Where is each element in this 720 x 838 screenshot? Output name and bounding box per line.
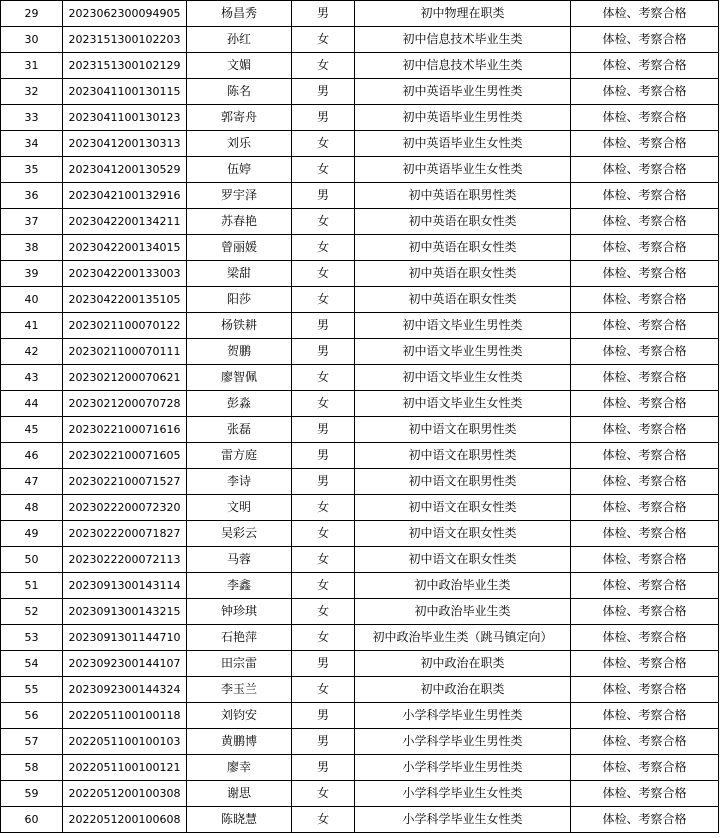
position-category-cell: 初中英语在职女性类 <box>355 235 571 261</box>
position-category-cell: 小学科学毕业生女性类 <box>355 807 571 833</box>
result-cell: 体检、考察合格 <box>571 1 719 27</box>
exam-id-cell: 2023092300144324 <box>63 677 187 703</box>
candidate-name-cell: 苏春艳 <box>187 209 292 235</box>
row-number-cell: 33 <box>1 105 63 131</box>
exam-id-cell: 2023042200133003 <box>63 261 187 287</box>
candidate-name-cell: 钟珍琪 <box>187 599 292 625</box>
row-number-cell: 35 <box>1 157 63 183</box>
candidate-name-cell: 孙红 <box>187 27 292 53</box>
position-category-cell: 初中语文毕业生男性类 <box>355 313 571 339</box>
row-number-cell: 47 <box>1 469 63 495</box>
row-number-cell: 42 <box>1 339 63 365</box>
exam-id-cell: 2023022100071616 <box>63 417 187 443</box>
row-number-cell: 50 <box>1 547 63 573</box>
table-row <box>1 365 719 391</box>
row-number-cell: 53 <box>1 625 63 651</box>
candidate-name-cell: 文明 <box>187 495 292 521</box>
exam-id-cell: 2023062300094905 <box>63 1 187 27</box>
result-cell: 体检、考察合格 <box>571 313 719 339</box>
result-cell: 体检、考察合格 <box>571 183 719 209</box>
exam-id-cell: 2022051100100103 <box>63 729 187 755</box>
gender-cell: 女 <box>292 391 355 417</box>
exam-id-cell: 2023022200072320 <box>63 495 187 521</box>
position-category-cell: 初中语文毕业生女性类 <box>355 365 571 391</box>
position-category-cell: 初中英语毕业生女性类 <box>355 157 571 183</box>
position-category-cell: 初中政治在职类 <box>355 677 571 703</box>
position-category-cell: 初中英语在职女性类 <box>355 261 571 287</box>
position-category-cell: 初中语文在职女性类 <box>355 547 571 573</box>
position-category-cell: 小学科学毕业生男性类 <box>355 703 571 729</box>
table-row <box>1 261 719 287</box>
gender-cell: 女 <box>292 27 355 53</box>
gender-cell: 男 <box>292 443 355 469</box>
exam-id-cell: 2022051100100118 <box>63 703 187 729</box>
candidate-name-cell: 刘乐 <box>187 131 292 157</box>
row-number-cell: 49 <box>1 521 63 547</box>
gender-cell: 男 <box>292 703 355 729</box>
table-row <box>1 183 719 209</box>
candidate-name-cell: 阳莎 <box>187 287 292 313</box>
table-row <box>1 521 719 547</box>
position-category-cell: 初中语文在职女性类 <box>355 495 571 521</box>
candidate-name-cell: 彭淼 <box>187 391 292 417</box>
row-number-cell: 30 <box>1 27 63 53</box>
result-cell: 体检、考察合格 <box>571 261 719 287</box>
exam-id-cell: 2023151300102129 <box>63 53 187 79</box>
row-number-cell: 36 <box>1 183 63 209</box>
candidate-name-cell: 石艳萍 <box>187 625 292 651</box>
exam-id-cell: 2023041200130313 <box>63 131 187 157</box>
row-number-cell: 40 <box>1 287 63 313</box>
position-category-cell: 初中语文在职男性类 <box>355 469 571 495</box>
exam-id-cell: 2023021200070728 <box>63 391 187 417</box>
gender-cell: 女 <box>292 287 355 313</box>
table-row <box>1 807 719 833</box>
gender-cell: 女 <box>292 807 355 833</box>
table-row <box>1 287 719 313</box>
candidate-name-cell: 杨铁耕 <box>187 313 292 339</box>
row-number-cell: 46 <box>1 443 63 469</box>
candidate-name-cell: 廖智佩 <box>187 365 292 391</box>
result-cell: 体检、考察合格 <box>571 235 719 261</box>
result-cell: 体检、考察合格 <box>571 573 719 599</box>
gender-cell: 男 <box>292 79 355 105</box>
exam-id-cell: 2023021100070111 <box>63 339 187 365</box>
candidate-name-cell: 文媚 <box>187 53 292 79</box>
exam-id-cell: 2023021200070621 <box>63 365 187 391</box>
result-cell: 体检、考察合格 <box>571 729 719 755</box>
candidate-name-cell: 梁甜 <box>187 261 292 287</box>
row-number-cell: 55 <box>1 677 63 703</box>
table-row <box>1 53 719 79</box>
result-cell: 体检、考察合格 <box>571 27 719 53</box>
table-row <box>1 781 719 807</box>
table-row <box>1 131 719 157</box>
result-cell: 体检、考察合格 <box>571 209 719 235</box>
candidate-name-cell: 吴彩云 <box>187 521 292 547</box>
row-number-cell: 39 <box>1 261 63 287</box>
table-row <box>1 625 719 651</box>
position-category-cell: 初中英语在职女性类 <box>355 209 571 235</box>
gender-cell: 女 <box>292 261 355 287</box>
table-row <box>1 79 719 105</box>
candidate-name-cell: 郭寄舟 <box>187 105 292 131</box>
exam-id-cell: 2023151300102203 <box>63 27 187 53</box>
candidate-name-cell: 李玉兰 <box>187 677 292 703</box>
gender-cell: 男 <box>292 651 355 677</box>
exam-id-cell: 2023022100071527 <box>63 469 187 495</box>
row-number-cell: 58 <box>1 755 63 781</box>
gender-cell: 女 <box>292 157 355 183</box>
exam-id-cell: 2023022200072113 <box>63 547 187 573</box>
table-row <box>1 495 719 521</box>
candidate-name-cell: 谢思 <box>187 781 292 807</box>
table-row <box>1 417 719 443</box>
row-number-cell: 54 <box>1 651 63 677</box>
row-number-cell: 57 <box>1 729 63 755</box>
candidate-name-cell: 张磊 <box>187 417 292 443</box>
position-category-cell: 初中英语毕业生女性类 <box>355 131 571 157</box>
gender-cell: 男 <box>292 105 355 131</box>
candidate-name-cell: 李诗 <box>187 469 292 495</box>
position-category-cell: 初中信息技术毕业生类 <box>355 53 571 79</box>
candidate-name-cell: 马蓉 <box>187 547 292 573</box>
gender-cell: 女 <box>292 235 355 261</box>
result-cell: 体检、考察合格 <box>571 807 719 833</box>
exam-id-cell: 2023042200134015 <box>63 235 187 261</box>
table-row <box>1 599 719 625</box>
result-cell: 体检、考察合格 <box>571 677 719 703</box>
position-category-cell: 小学科学毕业生男性类 <box>355 729 571 755</box>
position-category-cell: 初中语文在职女性类 <box>355 521 571 547</box>
gender-cell: 女 <box>292 781 355 807</box>
result-cell: 体检、考察合格 <box>571 131 719 157</box>
gender-cell: 男 <box>292 1 355 27</box>
position-category-cell: 初中语文毕业生男性类 <box>355 339 571 365</box>
table-row <box>1 573 719 599</box>
candidate-name-cell: 刘钧安 <box>187 703 292 729</box>
row-number-cell: 29 <box>1 1 63 27</box>
candidate-name-cell: 陈晓慧 <box>187 807 292 833</box>
gender-cell: 女 <box>292 53 355 79</box>
gender-cell: 女 <box>292 131 355 157</box>
gender-cell: 男 <box>292 183 355 209</box>
result-cell: 体检、考察合格 <box>571 391 719 417</box>
gender-cell: 女 <box>292 521 355 547</box>
row-number-cell: 60 <box>1 807 63 833</box>
position-category-cell: 初中英语毕业生男性类 <box>355 105 571 131</box>
table-row <box>1 651 719 677</box>
gender-cell: 女 <box>292 495 355 521</box>
row-number-cell: 45 <box>1 417 63 443</box>
exam-id-cell: 2022051200100308 <box>63 781 187 807</box>
gender-cell: 女 <box>292 209 355 235</box>
candidate-name-cell: 李鑫 <box>187 573 292 599</box>
table-row <box>1 547 719 573</box>
gender-cell: 女 <box>292 573 355 599</box>
table-row <box>1 391 719 417</box>
row-number-cell: 52 <box>1 599 63 625</box>
position-category-cell: 初中语文毕业生女性类 <box>355 391 571 417</box>
candidate-name-cell: 杨昌秀 <box>187 1 292 27</box>
candidate-name-cell: 廖幸 <box>187 755 292 781</box>
candidate-name-cell: 贺鹏 <box>187 339 292 365</box>
row-number-cell: 43 <box>1 365 63 391</box>
position-category-cell: 初中英语毕业生男性类 <box>355 79 571 105</box>
result-cell: 体检、考察合格 <box>571 469 719 495</box>
gender-cell: 男 <box>292 417 355 443</box>
result-cell: 体检、考察合格 <box>571 599 719 625</box>
result-cell: 体检、考察合格 <box>571 105 719 131</box>
exam-id-cell: 2023022200071827 <box>63 521 187 547</box>
gender-cell: 女 <box>292 677 355 703</box>
exam-id-cell: 2023041100130115 <box>63 79 187 105</box>
exam-id-cell: 2023091300143215 <box>63 599 187 625</box>
candidate-name-cell: 曾丽媛 <box>187 235 292 261</box>
position-category-cell: 初中政治毕业生类（跳马镇定向） <box>355 625 571 651</box>
position-category-cell: 初中物理在职类 <box>355 1 571 27</box>
gender-cell: 男 <box>292 729 355 755</box>
gender-cell: 女 <box>292 547 355 573</box>
position-category-cell: 初中语文在职男性类 <box>355 417 571 443</box>
result-cell: 体检、考察合格 <box>571 365 719 391</box>
result-cell: 体检、考察合格 <box>571 339 719 365</box>
position-category-cell: 初中政治在职类 <box>355 651 571 677</box>
table-row <box>1 209 719 235</box>
row-number-cell: 37 <box>1 209 63 235</box>
result-cell: 体检、考察合格 <box>571 495 719 521</box>
gender-cell: 男 <box>292 313 355 339</box>
result-cell: 体检、考察合格 <box>571 625 719 651</box>
gender-cell: 女 <box>292 625 355 651</box>
row-number-cell: 56 <box>1 703 63 729</box>
table-row <box>1 27 719 53</box>
table-row <box>1 469 719 495</box>
exam-id-cell: 2023092300144107 <box>63 651 187 677</box>
table-row <box>1 755 719 781</box>
position-category-cell: 初中政治毕业生类 <box>355 599 571 625</box>
row-number-cell: 32 <box>1 79 63 105</box>
exam-id-cell: 2023021100070122 <box>63 313 187 339</box>
candidate-name-cell: 田宗雷 <box>187 651 292 677</box>
exam-id-cell: 2023041100130123 <box>63 105 187 131</box>
exam-id-cell: 2023042200134211 <box>63 209 187 235</box>
row-number-cell: 51 <box>1 573 63 599</box>
position-category-cell: 小学科学毕业生女性类 <box>355 781 571 807</box>
result-cell: 体检、考察合格 <box>571 157 719 183</box>
table-row <box>1 729 719 755</box>
row-number-cell: 38 <box>1 235 63 261</box>
exam-id-cell: 2023022100071605 <box>63 443 187 469</box>
table-row <box>1 703 719 729</box>
result-cell: 体检、考察合格 <box>571 53 719 79</box>
gender-cell: 女 <box>292 365 355 391</box>
position-category-cell: 初中语文在职男性类 <box>355 443 571 469</box>
candidate-table-body <box>1 1 719 833</box>
result-cell: 体检、考察合格 <box>571 287 719 313</box>
exam-id-cell: 2022051100100121 <box>63 755 187 781</box>
table-row <box>1 157 719 183</box>
table-row <box>1 313 719 339</box>
candidate-name-cell: 陈名 <box>187 79 292 105</box>
row-number-cell: 59 <box>1 781 63 807</box>
position-category-cell: 小学科学毕业生男性类 <box>355 755 571 781</box>
result-cell: 体检、考察合格 <box>571 703 719 729</box>
row-number-cell: 34 <box>1 131 63 157</box>
exam-id-cell: 2023091301144710 <box>63 625 187 651</box>
table-row <box>1 339 719 365</box>
exam-id-cell: 2022051200100608 <box>63 807 187 833</box>
table-row <box>1 105 719 131</box>
result-cell: 体检、考察合格 <box>571 443 719 469</box>
table-row <box>1 677 719 703</box>
result-cell: 体检、考察合格 <box>571 651 719 677</box>
candidate-name-cell: 罗宇泽 <box>187 183 292 209</box>
result-cell: 体检、考察合格 <box>571 781 719 807</box>
result-cell: 体检、考察合格 <box>571 79 719 105</box>
result-cell: 体检、考察合格 <box>571 547 719 573</box>
result-cell: 体检、考察合格 <box>571 755 719 781</box>
row-number-cell: 48 <box>1 495 63 521</box>
table-row <box>1 443 719 469</box>
row-number-cell: 44 <box>1 391 63 417</box>
position-category-cell: 初中信息技术毕业生类 <box>355 27 571 53</box>
candidate-name-cell: 黄鹏博 <box>187 729 292 755</box>
position-category-cell: 初中英语在职女性类 <box>355 287 571 313</box>
result-cell: 体检、考察合格 <box>571 521 719 547</box>
candidate-name-cell: 雷方庭 <box>187 443 292 469</box>
exam-id-cell: 2023091300143114 <box>63 573 187 599</box>
exam-id-cell: 2023041200130529 <box>63 157 187 183</box>
row-number-cell: 41 <box>1 313 63 339</box>
candidate-name-cell: 伍婷 <box>187 157 292 183</box>
gender-cell: 男 <box>292 339 355 365</box>
table-row <box>1 235 719 261</box>
gender-cell: 女 <box>292 599 355 625</box>
position-category-cell: 初中英语在职男性类 <box>355 183 571 209</box>
row-number-cell: 31 <box>1 53 63 79</box>
exam-id-cell: 2023042200135105 <box>63 287 187 313</box>
exam-id-cell: 2023042100132916 <box>63 183 187 209</box>
gender-cell: 男 <box>292 469 355 495</box>
gender-cell: 男 <box>292 755 355 781</box>
table-row <box>1 1 719 27</box>
position-category-cell: 初中政治毕业生类 <box>355 573 571 599</box>
result-cell: 体检、考察合格 <box>571 417 719 443</box>
